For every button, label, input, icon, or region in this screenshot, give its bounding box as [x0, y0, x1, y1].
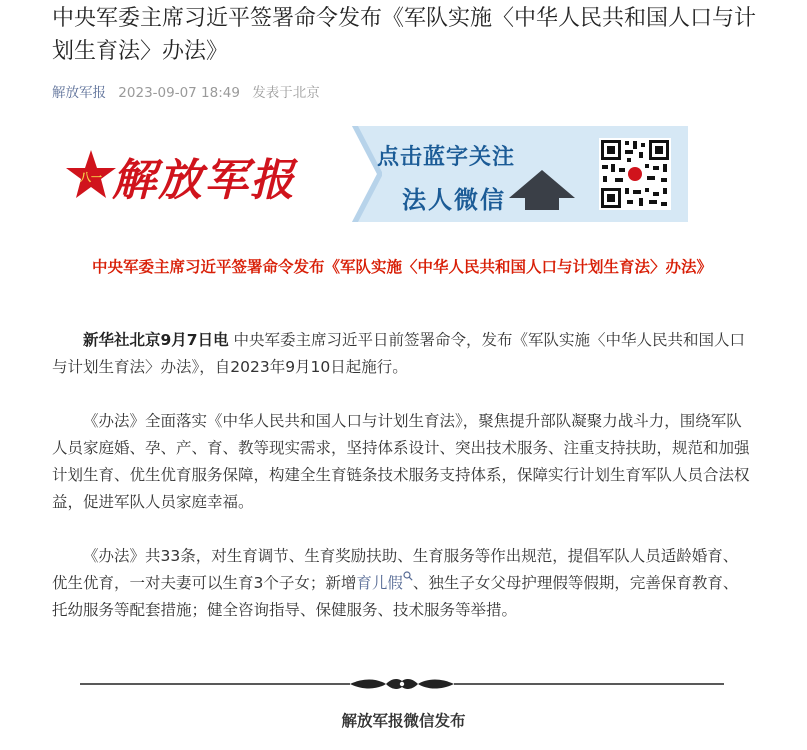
red-star-icon — [64, 148, 118, 202]
publish-location: 发表于北京 — [252, 85, 320, 101]
article-headline: 中央军委主席习近平签署命令发布《军队实施〈中华人民共和国人口与计划生育法〉办法》 — [91, 258, 712, 276]
follow-banner[interactable] — [52, 126, 688, 222]
source-link[interactable]: 解放军报 — [52, 85, 106, 101]
ornamental-divider — [80, 677, 724, 691]
paragraph-1 — [52, 327, 752, 381]
paragraph-2-text: 《办法》全面落实《中华人民共和国人口与计划生育法》，聚焦提升部队凝聚力战斗力，围绕军队人员家庭婚、孕、产、育、教等现实需求，坚持体系设计、突出技术服务、注重支持扶助，规范和加强计划生育、优生优育服务保障，构建全生育链条技术服务支持体系，保障实行计划生育军队人员合法权益，促进军队人员家庭幸福。 — [52, 412, 750, 511]
article-title: 中央军委主席习近平签署命令发布《军队实施〈中华人民共和国人口与计划生育法〉办法》 — [52, 6, 757, 64]
banner-wechat-text: 法人微信 — [402, 186, 506, 214]
svg-text:八一: 八一 — [80, 171, 102, 184]
up-arrow-icon — [507, 168, 577, 212]
paragraph-1-text: 中央军委主席习近平日前签署命令，发布《军队实施〈中华人民共和国人口与计划生育法〉办法》，自2023年9月10日起施行。 — [52, 331, 746, 376]
article-meta — [52, 81, 320, 101]
search-icon[interactable] — [403, 571, 413, 581]
qr-code-icon[interactable] — [599, 138, 671, 210]
keyword-search-link[interactable]: 育儿假 — [356, 574, 403, 592]
footer-label: 解放军报微信发布 — [341, 712, 466, 730]
publish-time: 2023-09-07 18:49 — [118, 85, 240, 101]
banner-follow-text: 点击蓝字关注 — [377, 145, 516, 170]
paragraph-2 — [52, 408, 752, 516]
paragraph-3-text-before: 《办法》共33条，对生育调节、生育奖励扶助、生育服务等作出规范，提倡军队人员适龄婚育、优生优育，一对夫妻可以生育3个子女；新增 — [52, 547, 739, 592]
paragraph-3-text-after: 、独生子女父母护理假等假期，完善保育教育、托幼服务等配套措施；健全咨询指导、保健服务、技术服务等举措。 — [52, 574, 739, 619]
newspaper-logo: 解放军报 — [112, 155, 296, 206]
banner-wedge-shape — [322, 126, 382, 222]
paragraph-3 — [52, 543, 752, 624]
dateline: 新华社北京9月7日电 — [83, 331, 229, 349]
